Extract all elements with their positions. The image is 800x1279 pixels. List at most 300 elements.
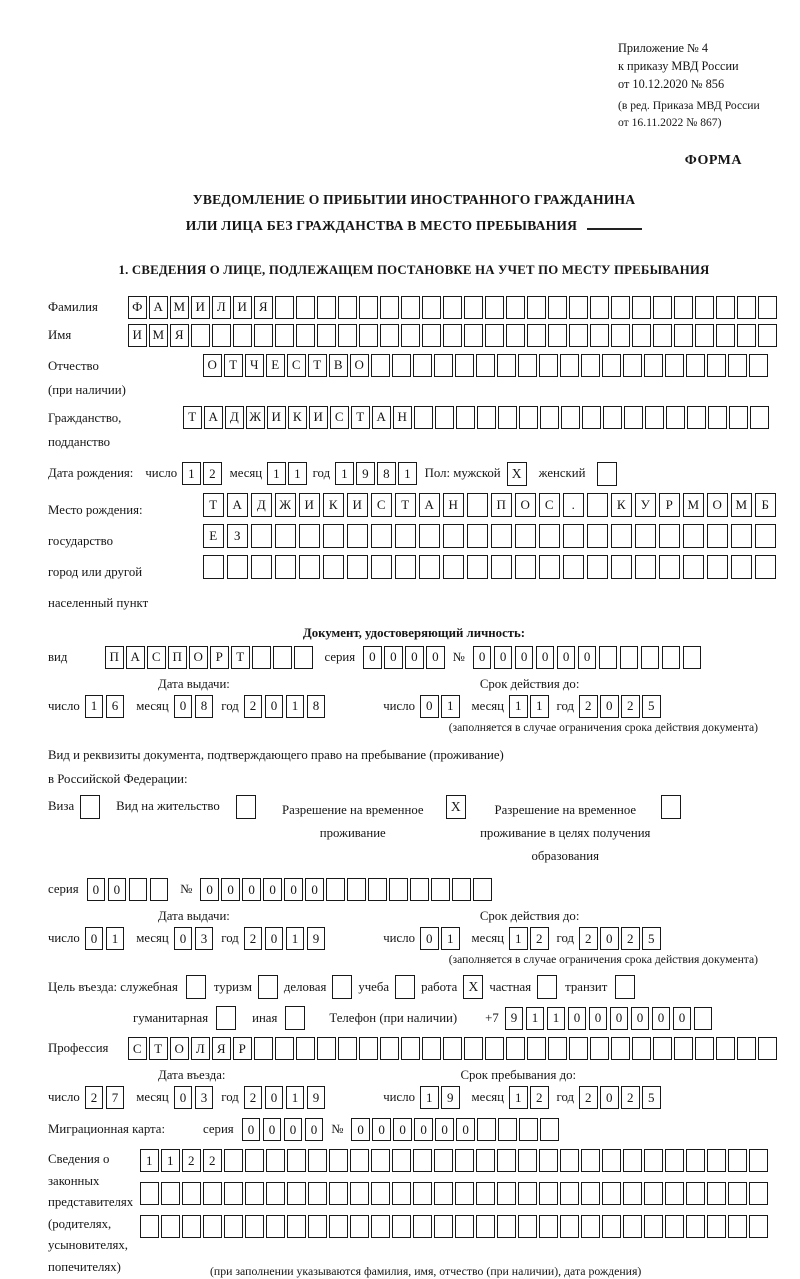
char-box[interactable]: 0 xyxy=(536,646,555,669)
char-box[interactable] xyxy=(590,324,609,347)
char-box[interactable]: 1 xyxy=(267,462,286,485)
char-box[interactable]: Ж xyxy=(275,493,296,517)
char-box[interactable] xyxy=(716,296,735,319)
char-box[interactable] xyxy=(518,1215,537,1238)
char-box[interactable]: Т xyxy=(183,406,202,429)
checkbox-female[interactable] xyxy=(597,462,617,486)
char-box[interactable] xyxy=(506,296,525,319)
char-box[interactable]: В xyxy=(329,354,348,377)
char-box[interactable]: Т xyxy=(308,354,327,377)
char-box[interactable]: 9 xyxy=(307,1086,326,1109)
char-box[interactable] xyxy=(491,555,512,579)
checkbox-study[interactable] xyxy=(395,975,415,999)
char-box[interactable] xyxy=(464,324,483,347)
char-box[interactable] xyxy=(422,1037,441,1060)
char-box[interactable] xyxy=(548,1037,567,1060)
char-box[interactable] xyxy=(581,1182,600,1205)
char-box[interactable] xyxy=(410,878,429,901)
char-box[interactable] xyxy=(540,406,559,429)
char-box[interactable] xyxy=(635,555,656,579)
char-box[interactable]: О xyxy=(515,493,536,517)
char-box[interactable] xyxy=(455,354,474,377)
char-box[interactable] xyxy=(624,406,643,429)
char-box[interactable] xyxy=(728,1182,747,1205)
char-box[interactable] xyxy=(161,1182,180,1205)
char-box[interactable]: С xyxy=(330,406,349,429)
char-box[interactable] xyxy=(644,1215,663,1238)
char-box[interactable] xyxy=(644,1182,663,1205)
char-box[interactable] xyxy=(569,296,588,319)
char-box[interactable]: 2 xyxy=(621,1086,640,1109)
char-box[interactable]: Т xyxy=(395,493,416,517)
char-box[interactable]: 0 xyxy=(265,1086,284,1109)
char-box[interactable] xyxy=(413,354,432,377)
char-box[interactable] xyxy=(245,1215,264,1238)
char-box[interactable]: Ч xyxy=(245,354,264,377)
checkbox-private[interactable] xyxy=(537,975,557,999)
char-box[interactable] xyxy=(707,354,726,377)
char-box[interactable] xyxy=(371,1149,390,1172)
char-box[interactable] xyxy=(590,1037,609,1060)
char-box[interactable]: Ж xyxy=(246,406,265,429)
char-box[interactable] xyxy=(323,524,344,548)
char-box[interactable] xyxy=(611,324,630,347)
char-box[interactable]: Н xyxy=(443,493,464,517)
char-box[interactable] xyxy=(254,324,273,347)
char-box[interactable] xyxy=(452,878,471,901)
char-box[interactable]: 0 xyxy=(242,1118,261,1141)
char-box[interactable]: 2 xyxy=(85,1086,104,1109)
char-box[interactable]: 2 xyxy=(621,927,640,950)
char-box[interactable] xyxy=(707,1182,726,1205)
char-box[interactable] xyxy=(665,1149,684,1172)
char-box[interactable]: 1 xyxy=(509,927,528,950)
char-box[interactable]: О xyxy=(170,1037,189,1060)
char-box[interactable] xyxy=(350,1215,369,1238)
char-box[interactable] xyxy=(299,524,320,548)
char-box[interactable]: Р xyxy=(659,493,680,517)
char-box[interactable] xyxy=(129,878,148,901)
char-box[interactable] xyxy=(455,1149,474,1172)
char-box[interactable] xyxy=(251,555,272,579)
char-box[interactable]: М xyxy=(149,324,168,347)
char-box[interactable] xyxy=(443,1037,462,1060)
char-box[interactable]: 6 xyxy=(106,695,125,718)
char-box[interactable] xyxy=(251,524,272,548)
checkbox-temp-residence[interactable]: X xyxy=(446,795,466,819)
checkbox-work[interactable]: X xyxy=(463,975,483,999)
char-box[interactable] xyxy=(485,324,504,347)
char-box[interactable]: 0 xyxy=(600,1086,619,1109)
char-box[interactable] xyxy=(737,324,756,347)
char-box[interactable] xyxy=(464,296,483,319)
char-box[interactable]: И xyxy=(347,493,368,517)
char-box[interactable]: 2 xyxy=(203,462,222,485)
char-box[interactable] xyxy=(674,1037,693,1060)
char-box[interactable]: 0 xyxy=(610,1007,629,1030)
char-box[interactable]: 1 xyxy=(441,927,460,950)
char-box[interactable] xyxy=(728,1215,747,1238)
char-box[interactable] xyxy=(560,1149,579,1172)
char-box[interactable]: 2 xyxy=(244,927,263,950)
char-box[interactable] xyxy=(602,1182,621,1205)
char-box[interactable] xyxy=(611,1037,630,1060)
char-box[interactable] xyxy=(581,354,600,377)
char-box[interactable] xyxy=(659,524,680,548)
char-box[interactable] xyxy=(224,1182,243,1205)
checkbox-business[interactable] xyxy=(332,975,352,999)
char-box[interactable] xyxy=(275,324,294,347)
char-box[interactable] xyxy=(749,1149,768,1172)
char-box[interactable] xyxy=(716,1037,735,1060)
char-box[interactable] xyxy=(563,524,584,548)
char-box[interactable]: 0 xyxy=(600,695,619,718)
char-box[interactable]: К xyxy=(323,493,344,517)
char-box[interactable]: 0 xyxy=(631,1007,650,1030)
char-box[interactable] xyxy=(443,324,462,347)
char-box[interactable] xyxy=(665,354,684,377)
char-box[interactable] xyxy=(296,1037,315,1060)
char-box[interactable] xyxy=(515,524,536,548)
char-box[interactable] xyxy=(731,524,752,548)
char-box[interactable]: 0 xyxy=(284,1118,303,1141)
char-box[interactable] xyxy=(758,296,777,319)
char-box[interactable] xyxy=(389,878,408,901)
char-box[interactable]: 1 xyxy=(441,695,460,718)
checkbox-edu-residence[interactable] xyxy=(661,795,681,819)
char-box[interactable] xyxy=(755,524,776,548)
char-box[interactable] xyxy=(273,646,292,669)
char-box[interactable] xyxy=(659,555,680,579)
char-box[interactable] xyxy=(252,646,271,669)
char-box[interactable] xyxy=(561,406,580,429)
char-box[interactable]: А xyxy=(149,296,168,319)
char-box[interactable] xyxy=(539,1182,558,1205)
char-box[interactable]: 1 xyxy=(530,695,549,718)
char-box[interactable] xyxy=(737,296,756,319)
char-box[interactable]: 0 xyxy=(174,927,193,950)
char-box[interactable]: 1 xyxy=(398,462,417,485)
char-box[interactable]: М xyxy=(170,296,189,319)
char-box[interactable]: 0 xyxy=(372,1118,391,1141)
char-box[interactable]: 1 xyxy=(182,462,201,485)
char-box[interactable] xyxy=(224,1215,243,1238)
char-box[interactable] xyxy=(645,406,664,429)
char-box[interactable]: 0 xyxy=(108,878,127,901)
char-box[interactable]: А xyxy=(372,406,391,429)
char-box[interactable] xyxy=(422,296,441,319)
char-box[interactable] xyxy=(599,646,618,669)
char-box[interactable] xyxy=(506,1037,525,1060)
char-box[interactable] xyxy=(602,1149,621,1172)
char-box[interactable]: 0 xyxy=(557,646,576,669)
char-box[interactable]: О xyxy=(707,493,728,517)
char-box[interactable] xyxy=(498,1118,517,1141)
char-box[interactable] xyxy=(227,555,248,579)
checkbox-visa[interactable] xyxy=(80,795,100,819)
char-box[interactable] xyxy=(329,1215,348,1238)
char-box[interactable] xyxy=(443,296,462,319)
char-box[interactable]: Р xyxy=(233,1037,252,1060)
char-box[interactable] xyxy=(749,1215,768,1238)
char-box[interactable] xyxy=(611,296,630,319)
char-box[interactable] xyxy=(371,354,390,377)
char-box[interactable] xyxy=(686,354,705,377)
char-box[interactable]: 0 xyxy=(589,1007,608,1030)
char-box[interactable]: К xyxy=(288,406,307,429)
char-box[interactable] xyxy=(635,524,656,548)
char-box[interactable] xyxy=(694,1007,713,1030)
char-box[interactable] xyxy=(623,1149,642,1172)
char-box[interactable] xyxy=(275,1037,294,1060)
char-box[interactable] xyxy=(716,324,735,347)
char-box[interactable]: 7 xyxy=(106,1086,125,1109)
char-box[interactable] xyxy=(203,555,224,579)
char-box[interactable] xyxy=(686,1215,705,1238)
char-box[interactable] xyxy=(539,354,558,377)
char-box[interactable] xyxy=(380,296,399,319)
char-box[interactable]: 1 xyxy=(286,695,305,718)
char-box[interactable] xyxy=(434,354,453,377)
char-box[interactable]: 0 xyxy=(420,695,439,718)
char-box[interactable]: Ф xyxy=(128,296,147,319)
char-box[interactable] xyxy=(266,1149,285,1172)
char-box[interactable]: 0 xyxy=(200,878,219,901)
char-box[interactable] xyxy=(395,524,416,548)
char-box[interactable] xyxy=(422,324,441,347)
char-box[interactable]: С xyxy=(287,354,306,377)
char-box[interactable] xyxy=(497,1149,516,1172)
char-box[interactable]: С xyxy=(147,646,166,669)
char-box[interactable] xyxy=(296,296,315,319)
char-box[interactable]: Т xyxy=(203,493,224,517)
char-box[interactable] xyxy=(359,296,378,319)
char-box[interactable]: А xyxy=(227,493,248,517)
char-box[interactable]: Т xyxy=(231,646,250,669)
char-box[interactable]: 0 xyxy=(414,1118,433,1141)
char-box[interactable]: С xyxy=(371,493,392,517)
char-box[interactable]: П xyxy=(105,646,124,669)
char-box[interactable] xyxy=(317,296,336,319)
char-box[interactable]: Д xyxy=(225,406,244,429)
char-box[interactable]: И xyxy=(267,406,286,429)
char-box[interactable] xyxy=(497,354,516,377)
char-box[interactable] xyxy=(581,1215,600,1238)
char-box[interactable] xyxy=(728,1149,747,1172)
char-box[interactable] xyxy=(527,1037,546,1060)
char-box[interactable]: 0 xyxy=(174,695,193,718)
char-box[interactable] xyxy=(308,1182,327,1205)
char-box[interactable] xyxy=(527,324,546,347)
char-box[interactable]: 1 xyxy=(547,1007,566,1030)
char-box[interactable] xyxy=(632,1037,651,1060)
char-box[interactable] xyxy=(203,1182,222,1205)
char-box[interactable] xyxy=(666,406,685,429)
char-box[interactable] xyxy=(590,296,609,319)
char-box[interactable]: 0 xyxy=(263,1118,282,1141)
char-box[interactable] xyxy=(275,524,296,548)
char-box[interactable]: 0 xyxy=(174,1086,193,1109)
char-box[interactable] xyxy=(150,878,169,901)
char-box[interactable] xyxy=(317,1037,336,1060)
char-box[interactable] xyxy=(485,296,504,319)
char-box[interactable] xyxy=(563,555,584,579)
char-box[interactable]: И xyxy=(233,296,252,319)
char-box[interactable]: У xyxy=(635,493,656,517)
char-box[interactable] xyxy=(350,1182,369,1205)
char-box[interactable] xyxy=(419,555,440,579)
char-box[interactable]: 0 xyxy=(568,1007,587,1030)
char-box[interactable]: . xyxy=(563,493,584,517)
char-box[interactable] xyxy=(401,324,420,347)
char-box[interactable]: 2 xyxy=(182,1149,201,1172)
char-box[interactable] xyxy=(623,1182,642,1205)
char-box[interactable] xyxy=(266,1182,285,1205)
char-box[interactable] xyxy=(683,555,704,579)
char-box[interactable] xyxy=(275,296,294,319)
char-box[interactable]: 0 xyxy=(265,695,284,718)
char-box[interactable]: 8 xyxy=(377,462,396,485)
char-box[interactable] xyxy=(560,1182,579,1205)
char-box[interactable] xyxy=(644,354,663,377)
char-box[interactable] xyxy=(632,296,651,319)
char-box[interactable] xyxy=(695,1037,714,1060)
char-box[interactable]: 0 xyxy=(426,646,445,669)
char-box[interactable] xyxy=(245,1182,264,1205)
char-box[interactable] xyxy=(347,524,368,548)
char-box[interactable]: 5 xyxy=(642,695,661,718)
char-box[interactable] xyxy=(497,1182,516,1205)
char-box[interactable] xyxy=(527,296,546,319)
char-box[interactable] xyxy=(707,1149,726,1172)
char-box[interactable] xyxy=(419,524,440,548)
checkbox-residence-permit[interactable] xyxy=(236,795,256,819)
char-box[interactable]: 9 xyxy=(307,927,326,950)
char-box[interactable] xyxy=(182,1215,201,1238)
char-box[interactable]: 1 xyxy=(161,1149,180,1172)
char-box[interactable]: 9 xyxy=(356,462,375,485)
char-box[interactable] xyxy=(434,1149,453,1172)
char-box[interactable] xyxy=(686,1182,705,1205)
char-box[interactable] xyxy=(401,296,420,319)
char-box[interactable]: О xyxy=(350,354,369,377)
char-box[interactable] xyxy=(611,524,632,548)
char-box[interactable] xyxy=(245,1149,264,1172)
char-box[interactable] xyxy=(467,493,488,517)
char-box[interactable] xyxy=(707,555,728,579)
char-box[interactable] xyxy=(287,1149,306,1172)
char-box[interactable] xyxy=(401,1037,420,1060)
char-box[interactable] xyxy=(413,1182,432,1205)
char-box[interactable] xyxy=(623,354,642,377)
char-box[interactable] xyxy=(569,1037,588,1060)
char-box[interactable] xyxy=(548,324,567,347)
char-box[interactable] xyxy=(587,524,608,548)
char-box[interactable] xyxy=(737,1037,756,1060)
char-box[interactable] xyxy=(602,1215,621,1238)
char-box[interactable] xyxy=(308,1215,327,1238)
char-box[interactable] xyxy=(749,1182,768,1205)
char-box[interactable] xyxy=(140,1215,159,1238)
char-box[interactable]: 2 xyxy=(244,1086,263,1109)
char-box[interactable] xyxy=(497,1215,516,1238)
char-box[interactable] xyxy=(371,1182,390,1205)
checkbox-humanitarian[interactable] xyxy=(216,1006,236,1030)
char-box[interactable]: О xyxy=(189,646,208,669)
char-box[interactable] xyxy=(632,324,651,347)
char-box[interactable] xyxy=(674,324,693,347)
char-box[interactable] xyxy=(548,296,567,319)
char-box[interactable]: К xyxy=(611,493,632,517)
char-box[interactable] xyxy=(476,1215,495,1238)
char-box[interactable]: И xyxy=(128,324,147,347)
char-box[interactable] xyxy=(294,646,313,669)
char-box[interactable] xyxy=(266,1215,285,1238)
char-box[interactable]: 8 xyxy=(195,695,214,718)
char-box[interactable] xyxy=(473,878,492,901)
char-box[interactable]: 1 xyxy=(286,927,305,950)
checkbox-transit[interactable] xyxy=(615,975,635,999)
char-box[interactable]: 0 xyxy=(284,878,303,901)
char-box[interactable] xyxy=(476,1182,495,1205)
char-box[interactable] xyxy=(317,324,336,347)
char-box[interactable] xyxy=(518,1182,537,1205)
char-box[interactable]: 9 xyxy=(505,1007,524,1030)
char-box[interactable] xyxy=(326,878,345,901)
char-box[interactable]: И xyxy=(309,406,328,429)
char-box[interactable] xyxy=(476,1149,495,1172)
char-box[interactable] xyxy=(368,878,387,901)
char-box[interactable]: 0 xyxy=(87,878,106,901)
char-box[interactable]: С xyxy=(128,1037,147,1060)
char-box[interactable] xyxy=(392,1149,411,1172)
char-box[interactable]: 0 xyxy=(420,927,439,950)
char-box[interactable]: Р xyxy=(210,646,229,669)
char-box[interactable]: 0 xyxy=(242,878,261,901)
char-box[interactable] xyxy=(539,1149,558,1172)
char-box[interactable]: 5 xyxy=(642,1086,661,1109)
checkbox-other[interactable] xyxy=(285,1006,305,1030)
char-box[interactable] xyxy=(413,1215,432,1238)
char-box[interactable]: Д xyxy=(251,493,272,517)
char-box[interactable]: 0 xyxy=(305,878,324,901)
char-box[interactable] xyxy=(287,1215,306,1238)
char-box[interactable]: З xyxy=(227,524,248,548)
char-box[interactable] xyxy=(587,493,608,517)
char-box[interactable] xyxy=(729,406,748,429)
char-box[interactable]: 0 xyxy=(435,1118,454,1141)
char-box[interactable] xyxy=(161,1215,180,1238)
char-box[interactable] xyxy=(687,406,706,429)
char-box[interactable] xyxy=(539,555,560,579)
char-box[interactable] xyxy=(695,324,714,347)
char-box[interactable] xyxy=(323,555,344,579)
char-box[interactable] xyxy=(683,524,704,548)
char-box[interactable]: 0 xyxy=(515,646,534,669)
char-box[interactable]: 8 xyxy=(307,695,326,718)
checkbox-tourism[interactable] xyxy=(258,975,278,999)
char-box[interactable] xyxy=(299,555,320,579)
char-box[interactable] xyxy=(653,324,672,347)
char-box[interactable]: 5 xyxy=(642,927,661,950)
char-box[interactable] xyxy=(581,1149,600,1172)
char-box[interactable] xyxy=(582,406,601,429)
char-box[interactable] xyxy=(296,324,315,347)
char-box[interactable]: 1 xyxy=(106,927,125,950)
char-box[interactable] xyxy=(455,1182,474,1205)
char-box[interactable]: Т xyxy=(224,354,243,377)
char-box[interactable] xyxy=(758,1037,777,1060)
